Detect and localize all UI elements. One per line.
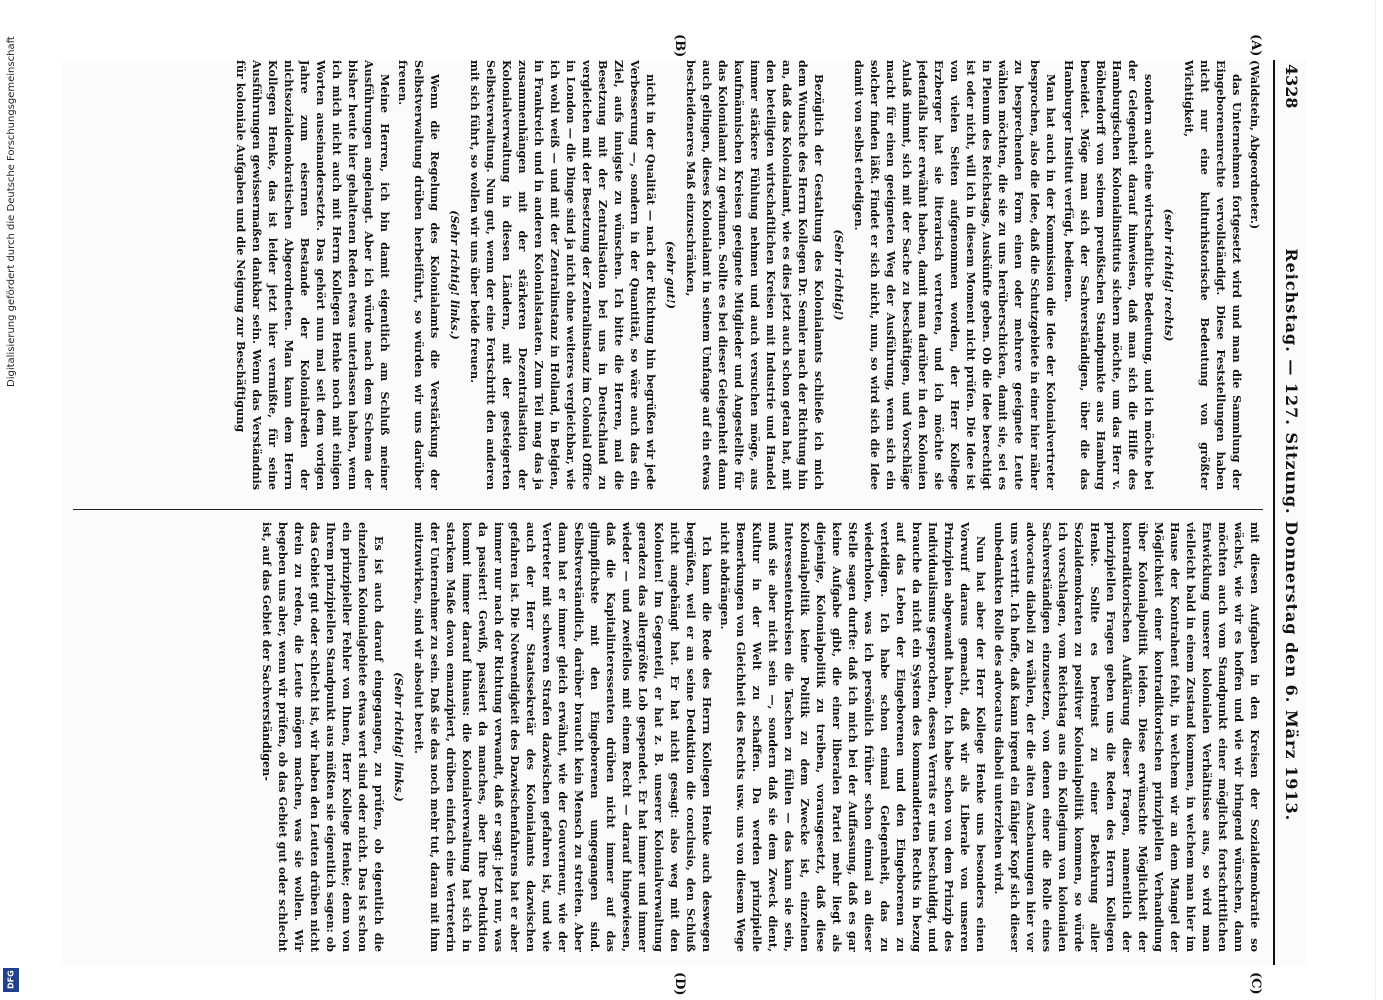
margin-marker-b: (B) [672,34,687,58]
paragraph: Ich kann die Rede des Herrn Kollegen Henke auch deswegen begrüßen, weil er an seine Deduktion die conclusio, den Schluß nicht angehängt hat. Er hat nicht gesagt: also weg mit den Kolonien! Im Gegenteil, er hat z. B. unserer Kolonialverwaltung geradezu das allergrößte Lob gespendet. Er hat immer und immer wieder — und zweifellos mit einem Recht — darauf hingewiesen, daß die Kapitalinteressenten drüben nicht immer auf das glimpflichste mit den Eingeborenen umgegangen sind. Selbstverständlich, darüber braucht kein Mensch zu streiten. Aber dann hat er immer gleich erwähnt, wie der Gouverneur, wie der Vertreter mit schweren Strafen dazwischen gefahren ist, und wie auch der Herr Staatssekretär des Kolonialamts dazwischen gefahren ist. Die Notwendigkeit des Dazwischenfahrens hat er aber immer nur nach der Richtung verwandt, daß er sagt: jetzt nur, was da passiert! Gewiß, passiert da manches, aber Ihre Deduktion kommt immer darauf hinaus: die Kolonialverwaltung hat sich in starkem Maße davon emanzipiert, drüben einfach eine Vertreterin der Unternehmer zu sein. Daß sie das noch mehr tut, daran mit ihm mitzuwirken, sind wir absolut bereit. [412,522,714,952]
interjection: (Sehr richtig! links.) [392,672,406,802]
margin-marker-a: (A) [1248,34,1263,57]
paragraph: sondern auch eine wirtschaftliche Bedeutung, und ich möchte bei der Gelegenheit darauf hinweisen, daß man sich die Hilfe des Hamburgischen Kolonialinstituts sichern möchte, um das Herr v. Böhlendorff von seinem preußischen Standpunkte aus Hamburg beneidet. Möge man sich der Sachverständigen, über die das Hamburger Institut verfügt, bedienen. [1062,60,1156,490]
document-page [62,34,1307,996]
paragraph: Man hat auch in der Kommission die Idee der Kolonialvertreter besprochen, also die Idee, daß die Schutzgebiete in einer hier näher zu besprechenden Form einen oder mehrere geeignete Leute wählen möchten, die sie zu uns herüberschicken, damit sie, sei es in Plenum des Reichstags, Auskünfte geben. Ob die Idee berechtigt ist oder nicht, will ich in diesem Moment nicht prüfen. Die Idee ist von vielen Seiten aufgenommen worden, der Herr Kollege Erzberger hat sie literarisch vertreten, und ich möchte sie jedenfalls hier erwähnt haben, damit man darüber in den Kolonien Anlaß nimmt, sich mit der Sache zu beschäftigen, und Vorschläge macht für einen geeigneten Weg der Ausführung, wenn sich ein solcher finden läßt. Findet er sich nicht, nun, so wird sich die Idee damit von selbst erledigen. [852,60,1058,490]
interjection: (sehr gut!) [664,241,678,309]
paragraph: Bezüglich der Gestaltung des Kolonialamts schließe ich mich dem Wunsche des Herrn Kollegen Dr. Semler nach der Richtung hin an, daß das Kolonialamt, wie es dies jetzt auch schon getan hat, mit den beteiligten wirtschaftlichen Kreisen mit Industrie und Handel immer stärkere Fühlung nehmen und auch versuchen möge, aus kaufmännischen Kreisen geeignete Mitglieder und Angestellte für das Kolonialamt zu gewinnen. Sollte es bei dieser Gelegenheit dann auch gelingen, dieses Kolonialamt in seinem Umfange auf ein etwas bescheideneres Maß einzuschränken, [684,60,826,490]
page-title: Reichstag. — 127. Sitzung. Donnerstag den 6. März 1913. [1282,248,1301,822]
margin-marker-d: (D) [672,972,687,996]
interjection: (Sehr richtig! links.) [448,210,462,340]
digitization-credit: Digitalisierung gefördert durch die Deutsche Forschungsgemeinschaft [6,36,17,387]
paragraph: mit diesen Aufgaben in den Kreisen der Sozialdemokratie so wächst, wie wir es hoffen und wie wir bringend wünschen, dann möchten auch vom Standpunkt einer möglichst fortschrittlichen Entwicklung unserer kolonialen Verhältnisse aus, so wird man vielleicht bald in einem Zustand kommen, in welchem man hier im Hause der Kontrahent fehlt, in welchem wir an dem Mangel der Möglichkeit einer kontradiktorischen prinzipiellen Verhandlung über Kolonialpolitik leiden. Diese erwünschte Möglichkeit der kontradiktorischen Aufklärung dieser Fragen, namentlich der prinzipiellen Fragen geben uns die Reden des Herrn Kollegen Henke. Sollte es bereinst zu einer Bekehrung aller Sozialdemokraten zu positiver Kolonialpolitik kommen, so würde ich vorschlagen, vom Reichstag aus ein Kollegium von kolonialen Sachverständigen einzusetzen, von denen einer die Rolle eines advocatus diaboli zu wählen, der die alten Anschauungen hier vor uns vertritt. Ich hoffe, daß kann irgend ein fähiger Kopf sich dieser unbedankten Rolle des advocatus diaboli unterziehen wird. [992,522,1262,952]
interjection: (Sehr richtig!) [832,229,846,321]
interjection: (sehr richtig! rechts) [1162,208,1176,342]
right-column [68,522,1263,952]
page-number: 4328 [1282,64,1301,109]
dfg-logo: DFG [3,968,19,992]
page-header [1273,60,1307,965]
speaker-line: (Waldstein, Abgeordneter.) [1248,60,1262,230]
scan-edge [1375,0,1376,1000]
margin-marker-c: (C) [1248,972,1263,995]
left-column [68,60,1263,490]
paragraph: das Unternehmen fortgesetzt wird und man die Sammlung der Eingeborenenrechte vervollständigt. Diese Feststellungen haben nicht nur eine kulturhistorische Bedeutung von größter Wichtigkeit, [1182,60,1244,490]
paragraph: Nun hat aber der Herr Kollege Henke uns besonders einen Vorwurf daraus gemacht, daß wir als Liberale von unseren Prinzipien abgewandt haben. Ich habe schon von dem Prinzip des Individualismus gesprochen, dessen Verrats er uns beschuldigt, und brauche da nicht ein System des kommandierten Rechts in bezug auf das Leben der Eingeborenen und den Eingeborenen zu verteidigen. Ich habe schon einmal Gelegenheit, das zu wiederholen, was ich persönlich früher schon einmal an dieser Stelle sagen durfte: daß ich mich bei der Auffassung, daß es gar keine Aufgabe gibt, die einer liberalen Partei mehr liegt als diejenige, Kolonialpolitik zu treiben, vorausgesetzt, daß diese Kolonialpolitik keine Politik zu dem Zwecke ist, einzelnen Interessentenkreisen die Taschen zu füllen — das kann sie sein, muß sie aber nicht sein —, sondern daß sie dem Zweck dient, Kultur in der Welt zu schaffen. Da werden prinzipielle Bemerkungen von Gleichheit des Rechts usw. uns von diesem Wege nicht abdrängen. [718,522,988,952]
paragraph: Meine Herren, ich bin damit eigentlich am Schluß meiner Ausführungen angelangt. Aber ich würde nach dem Schema der bisher heute hier gehaltenen Reden etwas unterlassen haben, wenn ich mich nicht auch mit Herrn Kollegen Henke noch mit einigen Worten auseinandersetzte. Das gehört nun mal seit dem vorigen Jahre zum eisernen Bestande der Kolonialreden der nichtsozialdemokratischen Abgeordneten. Man kann dem Herrn Kollegen Henke, das ist leider jetzt hier vermißte, für seine Ausführungen gewissermaßen dankbar sein. Wenn das Verständnis für koloniale Aufgaben und die Neigung zur Beschäftigung [234,60,392,490]
paragraph: Es ist auch darauf eingegangen, zu prüfen, ob eigentlich die einzelnen Kolonialgebiete etwas wert sind oder nicht. Das ist schon ein prinzipieller Fehler von Ihnen, Herr Kollege Henke; denn von Ihrem prinzipiellen Standpunkt aus müßten sie eigentlich sagen: ob das Gebiet gut oder schlecht ist, wir haben den Leuten drüben nicht drein zu reden, die Leute mögen machen, was sie wollen. Wir begeben uns aber, wenn wir prüfen, ob das Gebiet gut oder schlecht ist, auf das Gebiet der Sachverständigen- [260,522,386,952]
column-divider [73,509,1263,510]
paragraph: Wenn die Regelung des Kolonialamts die Verstärkung der Selbstverwaltung drüben herbeiführt, so würden wir uns darüber freuen. [396,60,442,490]
paragraph: nicht in der Qualität — nach der Richtung hin begrüßen wir jede Verbesserung —, sondern in der Quantität, so wäre auch das ein Ziel, aufs innigste zu wünschen. Ich bitte die Herren, mal die Besetzung mit der Zentralisation bei uns in Deutschland zu vergleichen mit der Besetzung der Zentralinstanz im Colonial Office in London — die Dinge sind ja nicht ohne weiteres vergleichbar, wie ich wohl weiß — und mit der Zentralinstanz in Holland, in Belgien, in Frankreich und in anderen Kolonialstaaten. Zum Teil mag das ja zusammenhängen mit der stärkeren Dezentralisation der Kolonialverwaltung in diesen Ländern, mit der gesteigerten Selbstverwaltung. Nun gut, wenn der eine Fortschritt den anderen mit sich führt, so wollen wir uns über beide freuen. [468,60,658,490]
page-content [62,34,1307,996]
